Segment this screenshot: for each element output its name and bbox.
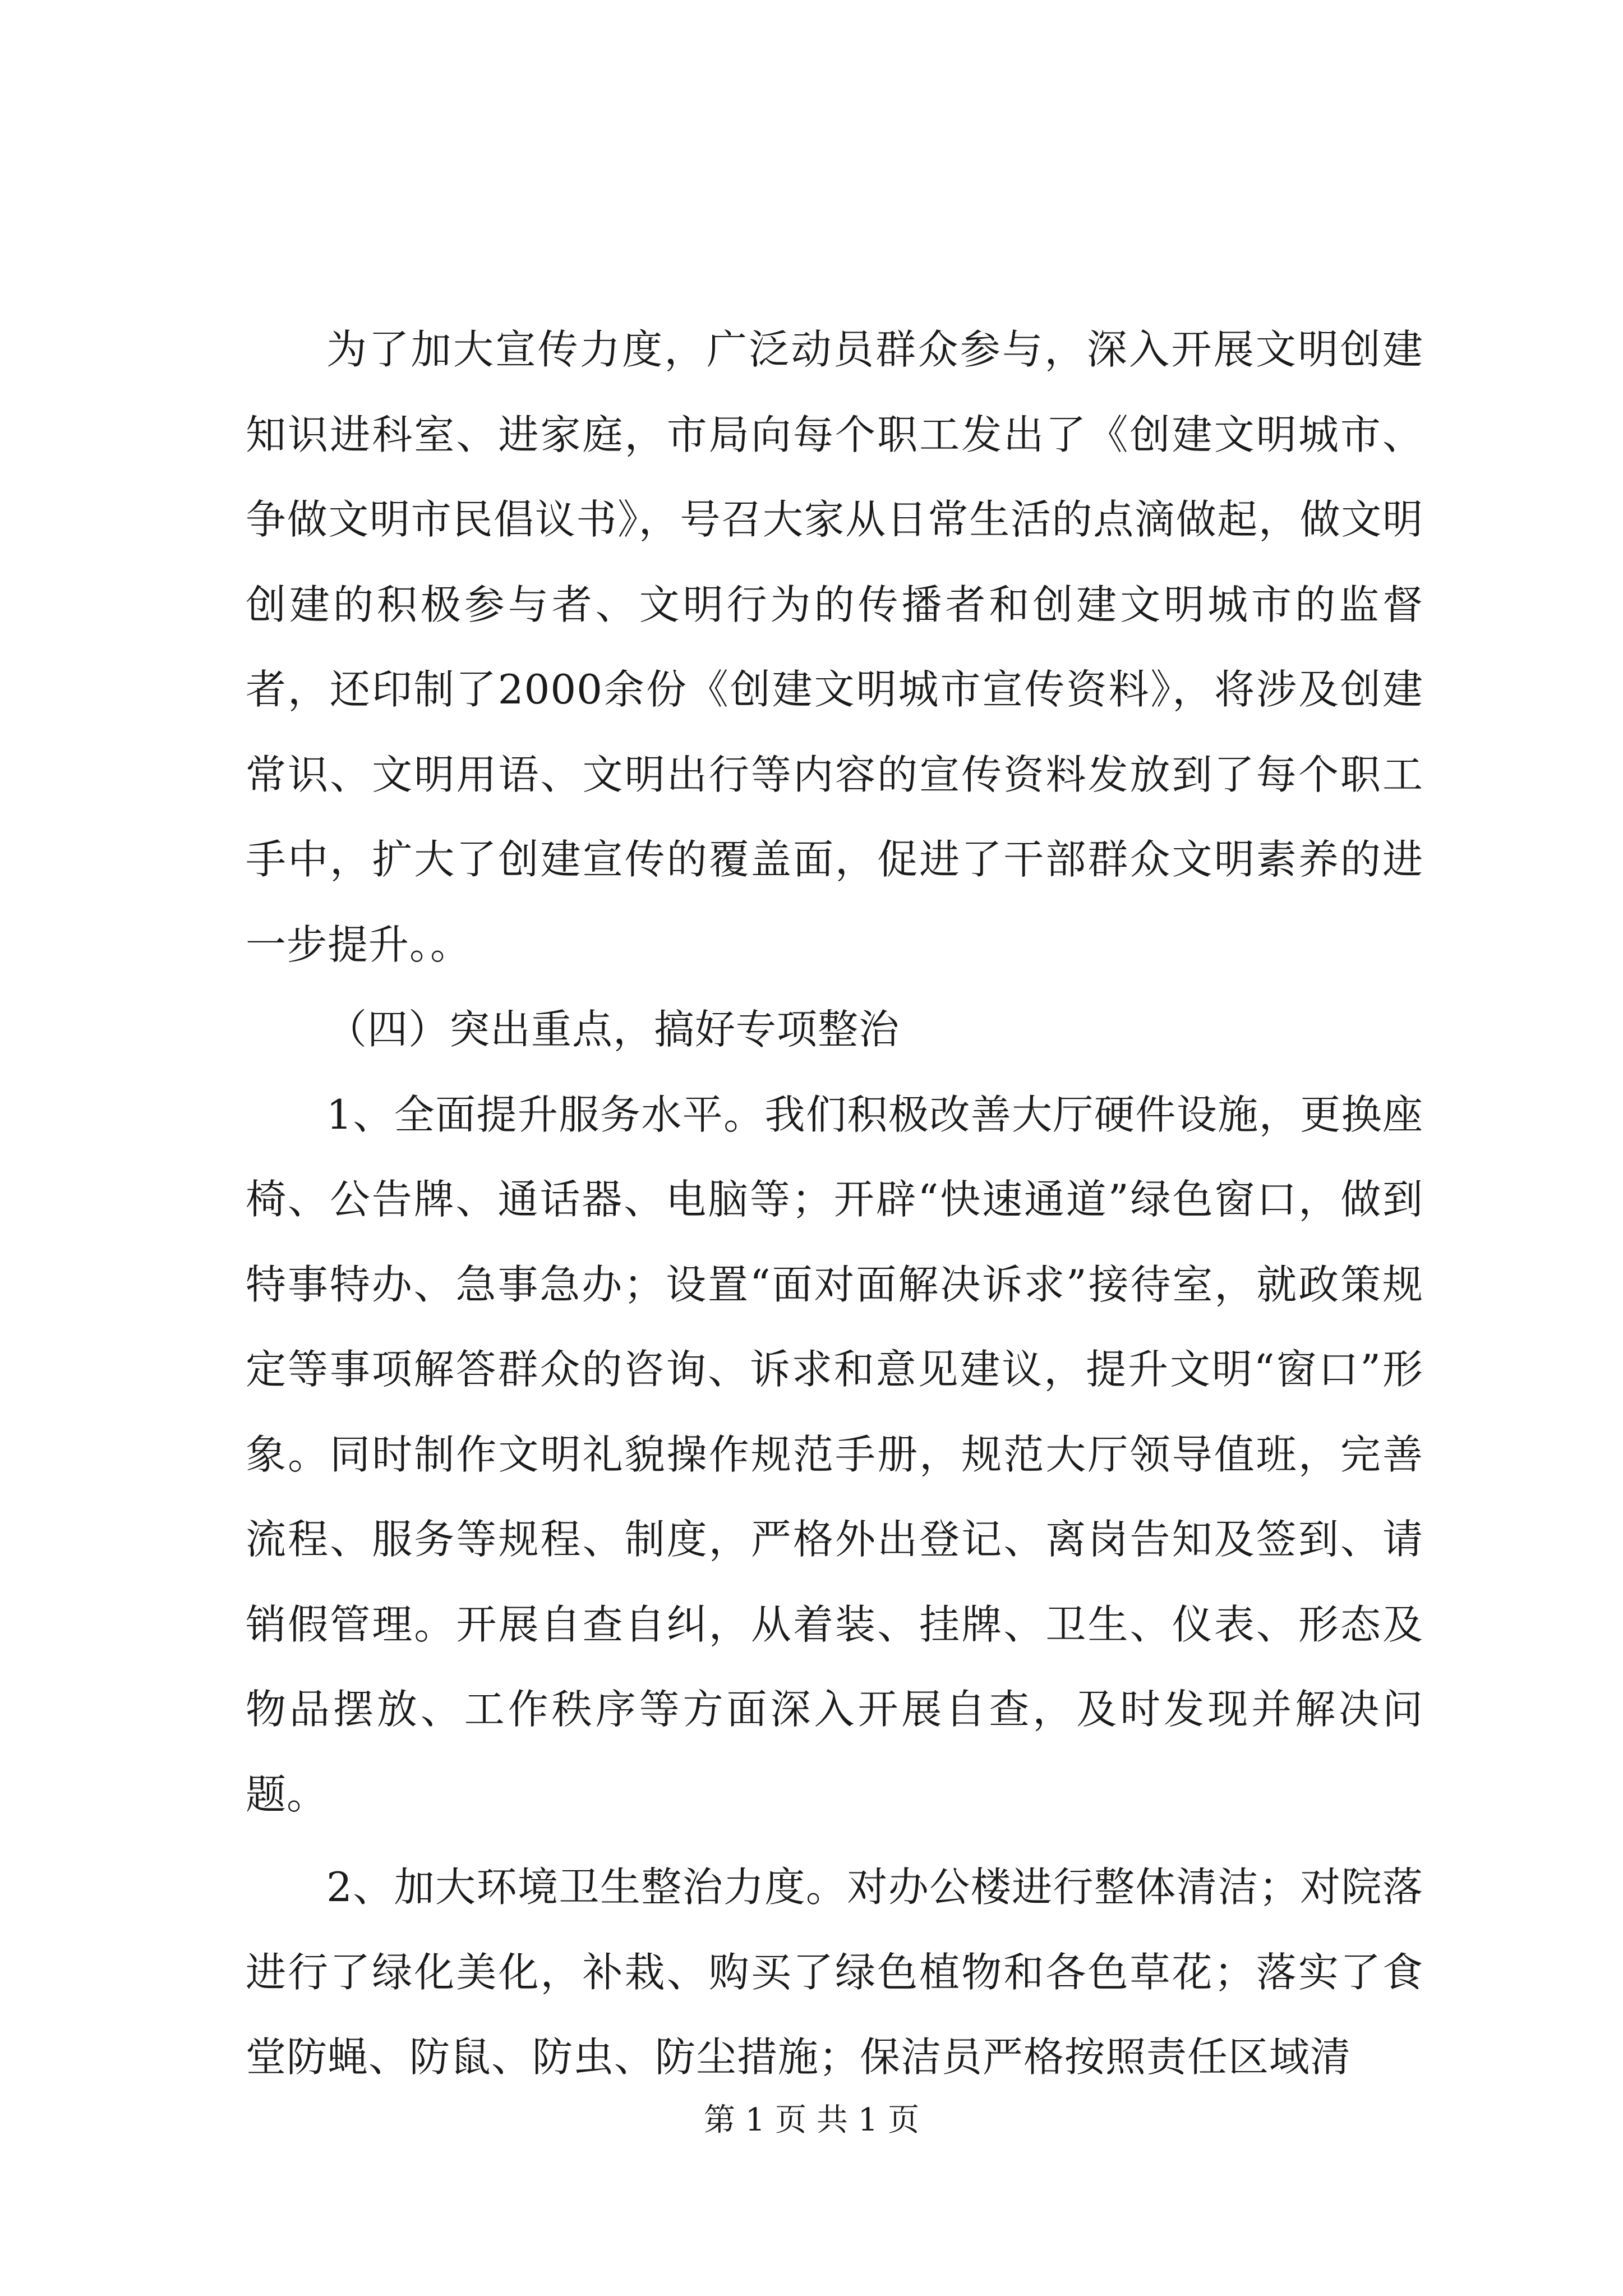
section-heading-4: （四）突出重点，搞好专项整治 — [326, 1006, 900, 1053]
paragraph-publicity: 为了加大宣传力度，广泛动员群众参与，深入开展文明创建知识进科室、进家庭，市局向每个职工发出了《创建文明城市、争做文明市民倡议书》，号召大家从日常生活的点滴做起，做文明创建的积极参与者、文明行为的传播者和创建文明城市的监督者，还印制了2000余份《创建文明城市宣传资料》，将涉及创建常识、文明用语、文明出行等内容的宣传资料发放到了每个职工手中，扩大了创建宣传的覆盖面，促进了干部群众文明素养的进一步提升。。 — [246, 326, 1423, 968]
page-footer: 第 1 页 共 1 页 — [703, 2102, 920, 2138]
paragraph-service-level: 1、全面提升服务水平。我们积极改善大厅硬件设施，更换座椅、公告牌、通话器、电脑等；开辟“快速通道”绿色窗口，做到特事特办、急事急办；设置“面对面解决诉求”接待室，就政策规定等事项解答群众的咨询、诉求和意见建议，提升文明“窗口”形象。同时制作文明礼貌操作规范手册，规范大厅领导值班，完善流程、服务等规程、制度，严格外出登记、离岗告知及签到、请销假管理。开展自查自纠，从着装、挂牌、卫生、仪表、形态及物品摆放、工作秩序等方面深入开展自查，及时发现并解决问题。 — [246, 1091, 1423, 1818]
paragraph-environment: 2、加大环境卫生整治力度。对办公楼进行整体清洁；对院落进行了绿化美化，补栽、购买了绿色植物和各色草花；落实了食堂防蝇、防鼠、防虫、防尘措施；保洁员严格按照责任区域清 — [246, 1864, 1423, 2081]
document-body — [246, 307, 1423, 2100]
